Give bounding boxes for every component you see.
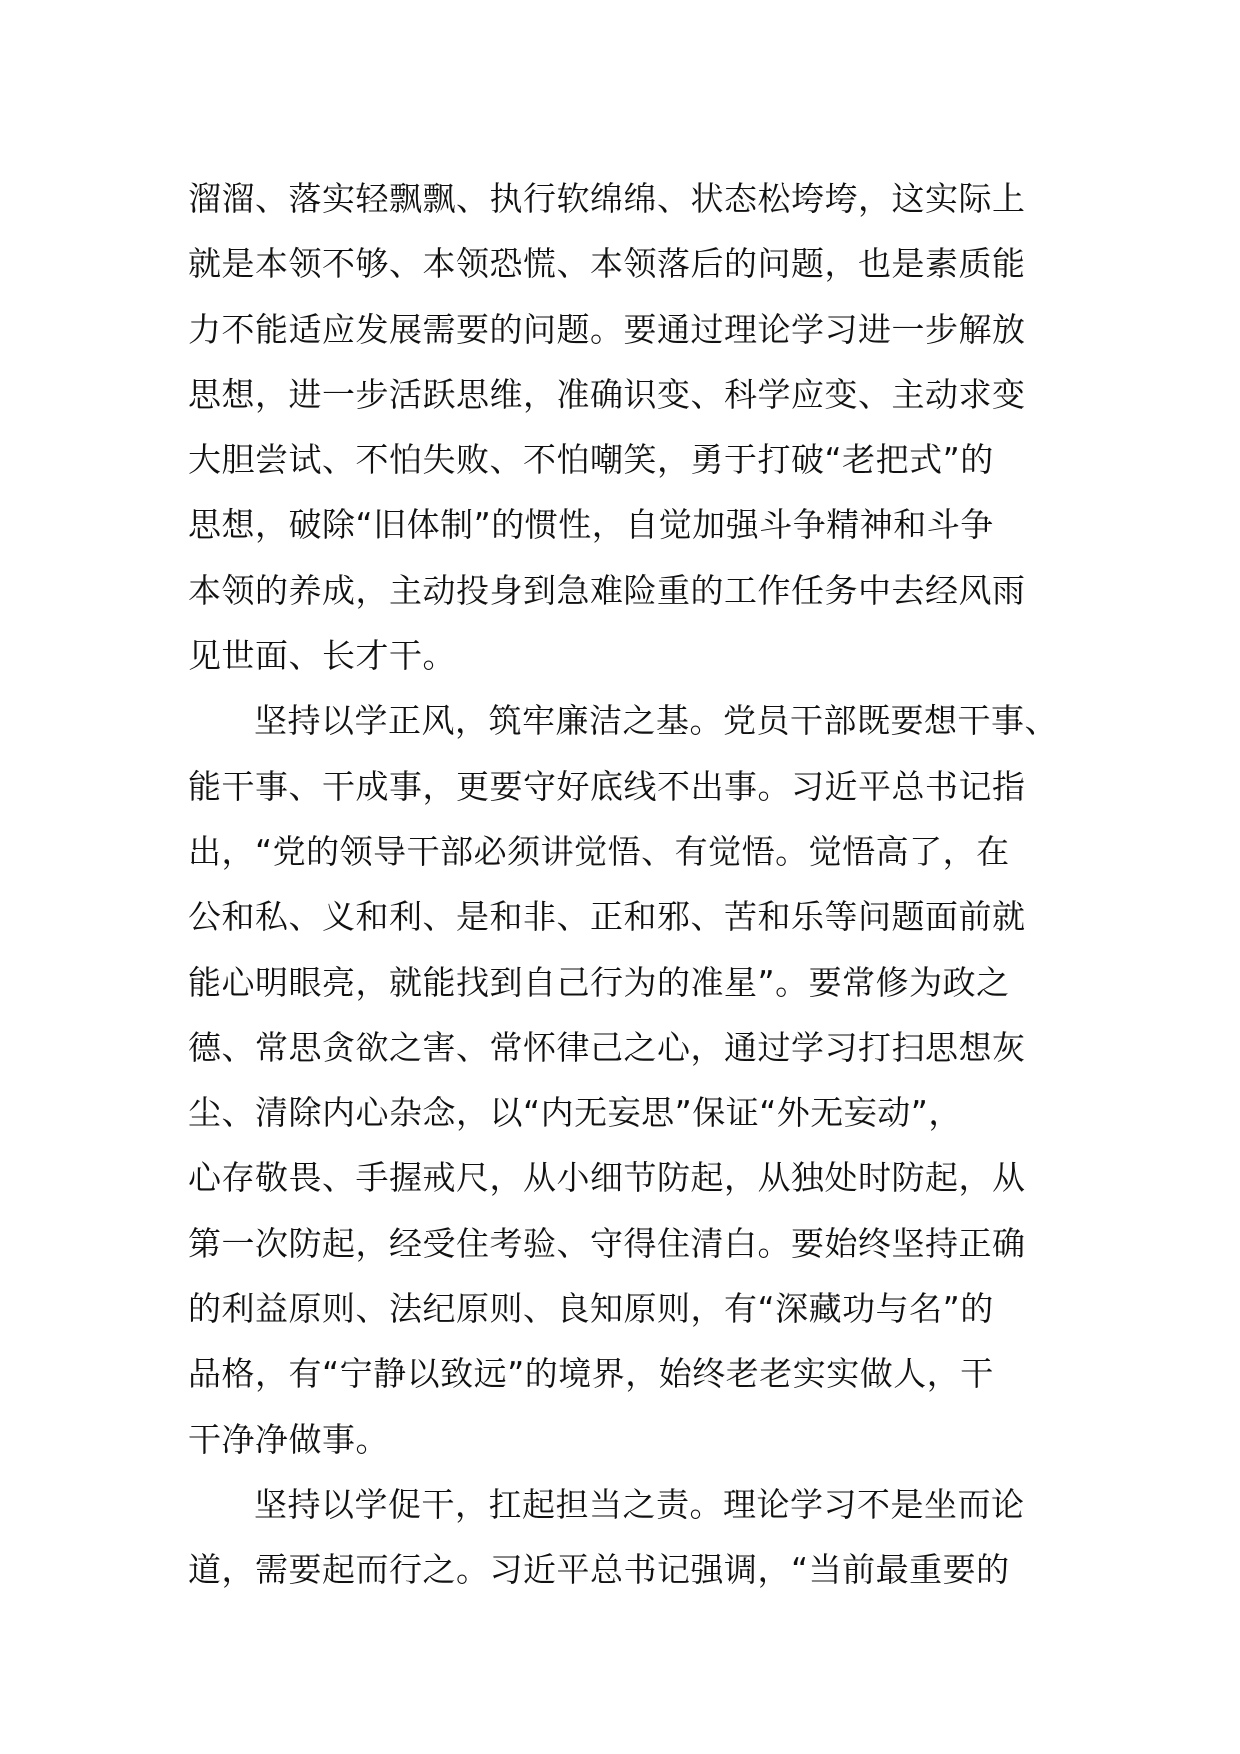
paragraph-first-line bbox=[188, 688, 1088, 753]
text-line: 党员干部既要想干事、 bbox=[723, 701, 1058, 741]
text-line: 能干事、干成事，更要守好底线不出事。习近平总书记指 bbox=[188, 766, 1026, 806]
text-line: 尘、清除内心杂念，以“内无妄思”保证“外无妄动”， bbox=[188, 1093, 962, 1133]
text-line: 理论学习不是坐而论 bbox=[723, 1484, 1025, 1524]
text-line: 就是本领不够、本领恐慌、本领落后的问题，也是素质能 bbox=[188, 244, 1026, 284]
paragraph-heading: 坚持以学正风，筑牢廉洁之基。 bbox=[254, 701, 723, 741]
paragraph-first-line bbox=[188, 1472, 1088, 1537]
text-line: 见世面、长才干。 bbox=[188, 636, 456, 676]
paragraph-heading: 坚持以学促干，扛起担当之责。 bbox=[254, 1484, 723, 1524]
text-line: 出，“党的领导干部必须讲觉悟、有觉悟。觉悟高了，在 bbox=[188, 831, 1010, 871]
text-line: 道，需要起而行之。习近平总书记强调，“当前最重要的 bbox=[188, 1550, 1010, 1590]
body-text bbox=[188, 166, 1088, 1603]
text-line: 溜溜、落实轻飘飘、执行软绵绵、状态松垮垮，这实际上 bbox=[188, 179, 1026, 218]
text-line: 力不能适应发展需要的问题。要通过理论学习进一步解放 bbox=[188, 309, 1026, 349]
text-line: 德、常思贪欲之害、常怀律己之心，通过学习打扫思想灰 bbox=[188, 1027, 1026, 1067]
text-line: 思想，破除“旧体制”的惯性，自觉加强斗争精神和斗争 bbox=[188, 505, 994, 545]
text-line: 大胆尝试、不怕失败、不怕嘲笑，勇于打破“老把式”的 bbox=[188, 440, 994, 480]
text-line: 干净净做事。 bbox=[188, 1419, 389, 1459]
text-line: 第一次防起，经受住考验、守得住清白。要始终坚持正确 bbox=[188, 1223, 1026, 1263]
text-line: 能心明眼亮，就能找到自己行为的准星”。要常修为政之 bbox=[188, 962, 1010, 1002]
text-line: 心存敬畏、手握戒尺，从小细节防起，从独处时防起，从 bbox=[188, 1158, 1026, 1198]
text-line: 品格，有“宁静以致远”的境界，始终老老实实做人，干 bbox=[188, 1354, 994, 1394]
text-line: 思想，进一步活跃思维，准确识变、科学应变、主动求变 bbox=[188, 374, 1026, 414]
text-line: 公和私、义和利、是和非、正和邪、苦和乐等问题面前就 bbox=[188, 897, 1026, 937]
text-line: 本领的养成，主动投身到急难险重的工作任务中去经风雨 bbox=[188, 570, 1026, 610]
text-line: 的利益原则、法纪原则、良知原则，有“深藏功与名”的 bbox=[188, 1289, 994, 1329]
